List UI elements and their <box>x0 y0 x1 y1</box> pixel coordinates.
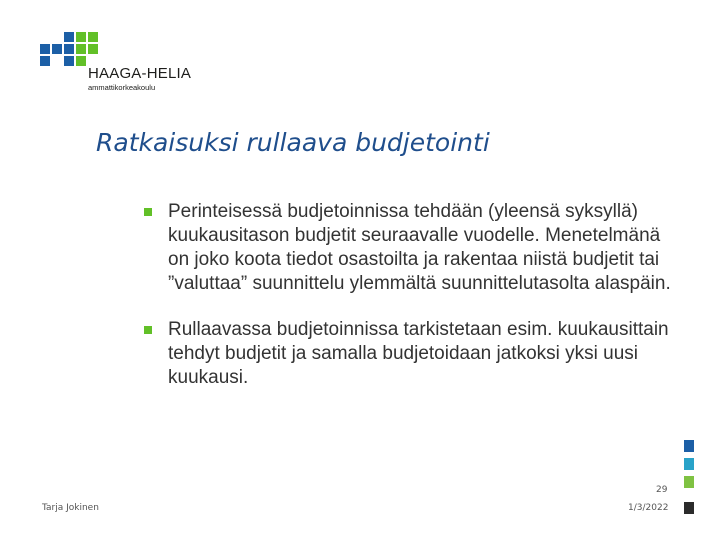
bullet-text: Perinteisessä budjetoinnissa tehdään (yleensä syksyllä) kuukausitason budjetit seuraavalle vuodelle. Menetelmänä on joko koota tiedot osastoilta ja rakentaa niistä budjetit tai ”valuttaa” suunnittelu ylemmältä suunnittelutasolta alaspäin. <box>168 201 671 294</box>
logo-subtitle: ammattikorkeakoulu <box>88 83 156 92</box>
list-item <box>144 200 684 296</box>
bullet-text: Rullaavassa budjetoinnissa tarkistetaan esim. kuukausittain tehdyt budjetit ja samalla budjetoidaan jatkoksi yksi uusi kuukausi. <box>168 319 669 388</box>
logo-name: HAAGA-HELIA <box>88 65 192 82</box>
list-item <box>144 318 684 390</box>
footer-date: 1/3/2022 <box>628 503 669 513</box>
footer-author: Tarja Jokinen <box>42 503 99 513</box>
square-bullet-icon <box>144 208 152 216</box>
page-number: 29 <box>656 485 668 495</box>
bullet-list <box>144 200 684 412</box>
haaga-helia-logo <box>40 32 210 94</box>
square-bullet-icon <box>144 326 152 334</box>
slide-title: Ratkaisuksi rullaava budjetointi <box>96 128 490 157</box>
